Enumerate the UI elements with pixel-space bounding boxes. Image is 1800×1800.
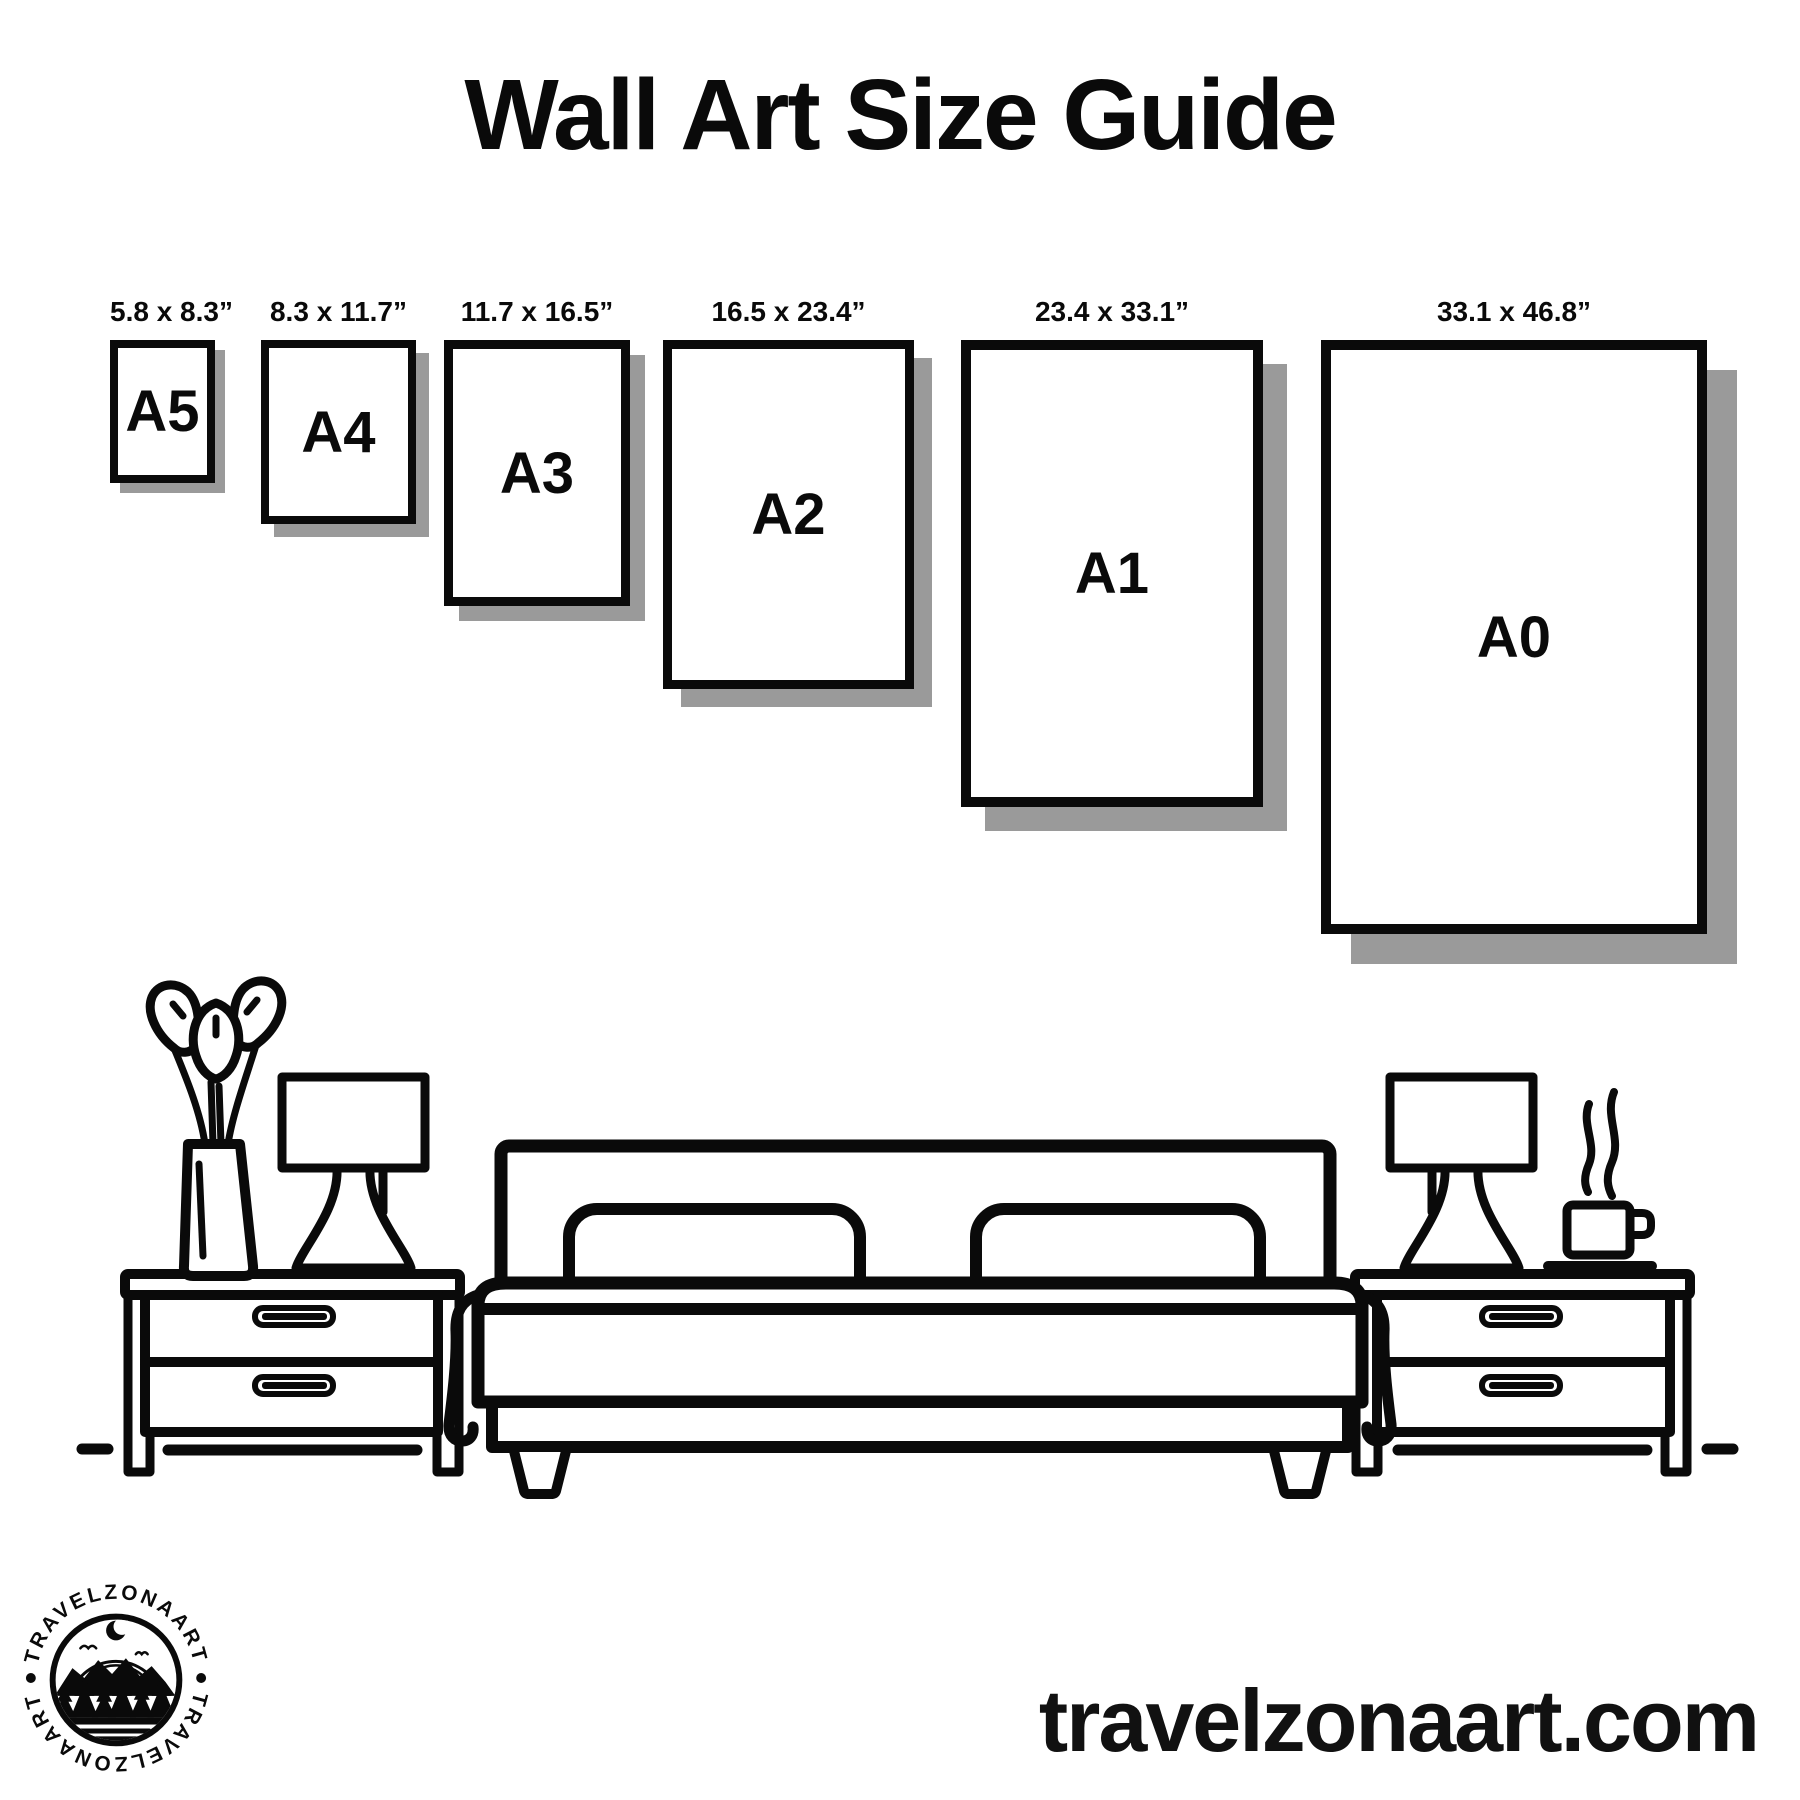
size-dimensions-label: 8.3 x 11.7”: [269, 296, 407, 327]
size-code-label: A2: [751, 482, 826, 547]
bed-icon: [449, 1146, 1391, 1494]
coffee-mug-icon: [1548, 1092, 1652, 1266]
nightstand-icon: [125, 1274, 460, 1472]
brand-logo: [17, 1566, 215, 1790]
size-code-label: A0: [1476, 604, 1552, 670]
table-lamp-icon: [282, 1077, 425, 1268]
brand-name-bottom: TRAVELZONAART: [20, 1689, 212, 1776]
size-dimensions-label: 33.1 x 46.8”: [1436, 296, 1592, 327]
size-dimensions-label: 23.4 x 33.1”: [1034, 296, 1190, 327]
badge-dot-right: [196, 1673, 206, 1683]
flower-vase-icon: [150, 981, 281, 1276]
size-code-label: A4: [301, 399, 376, 465]
size-dimensions-label: 11.7 x 16.5”: [460, 296, 614, 327]
size-code-label: A3: [499, 440, 575, 506]
badge-dot-left: [26, 1673, 36, 1683]
size-dimensions-label: 5.8 x 8.3”: [110, 296, 233, 327]
brand-name-top: TRAVELZONAART: [20, 1580, 212, 1667]
size-code-label: A1: [1074, 541, 1150, 606]
website-url: travelzonaart.com: [1038, 1671, 1758, 1770]
page-title: Wall Art Size Guide: [464, 59, 1336, 171]
size-dimensions-label: 16.5 x 23.4”: [711, 296, 866, 327]
size-code-label: A5: [125, 379, 200, 444]
nightstand-icon: [1355, 1274, 1690, 1472]
table-lamp-icon: [1390, 1077, 1533, 1268]
